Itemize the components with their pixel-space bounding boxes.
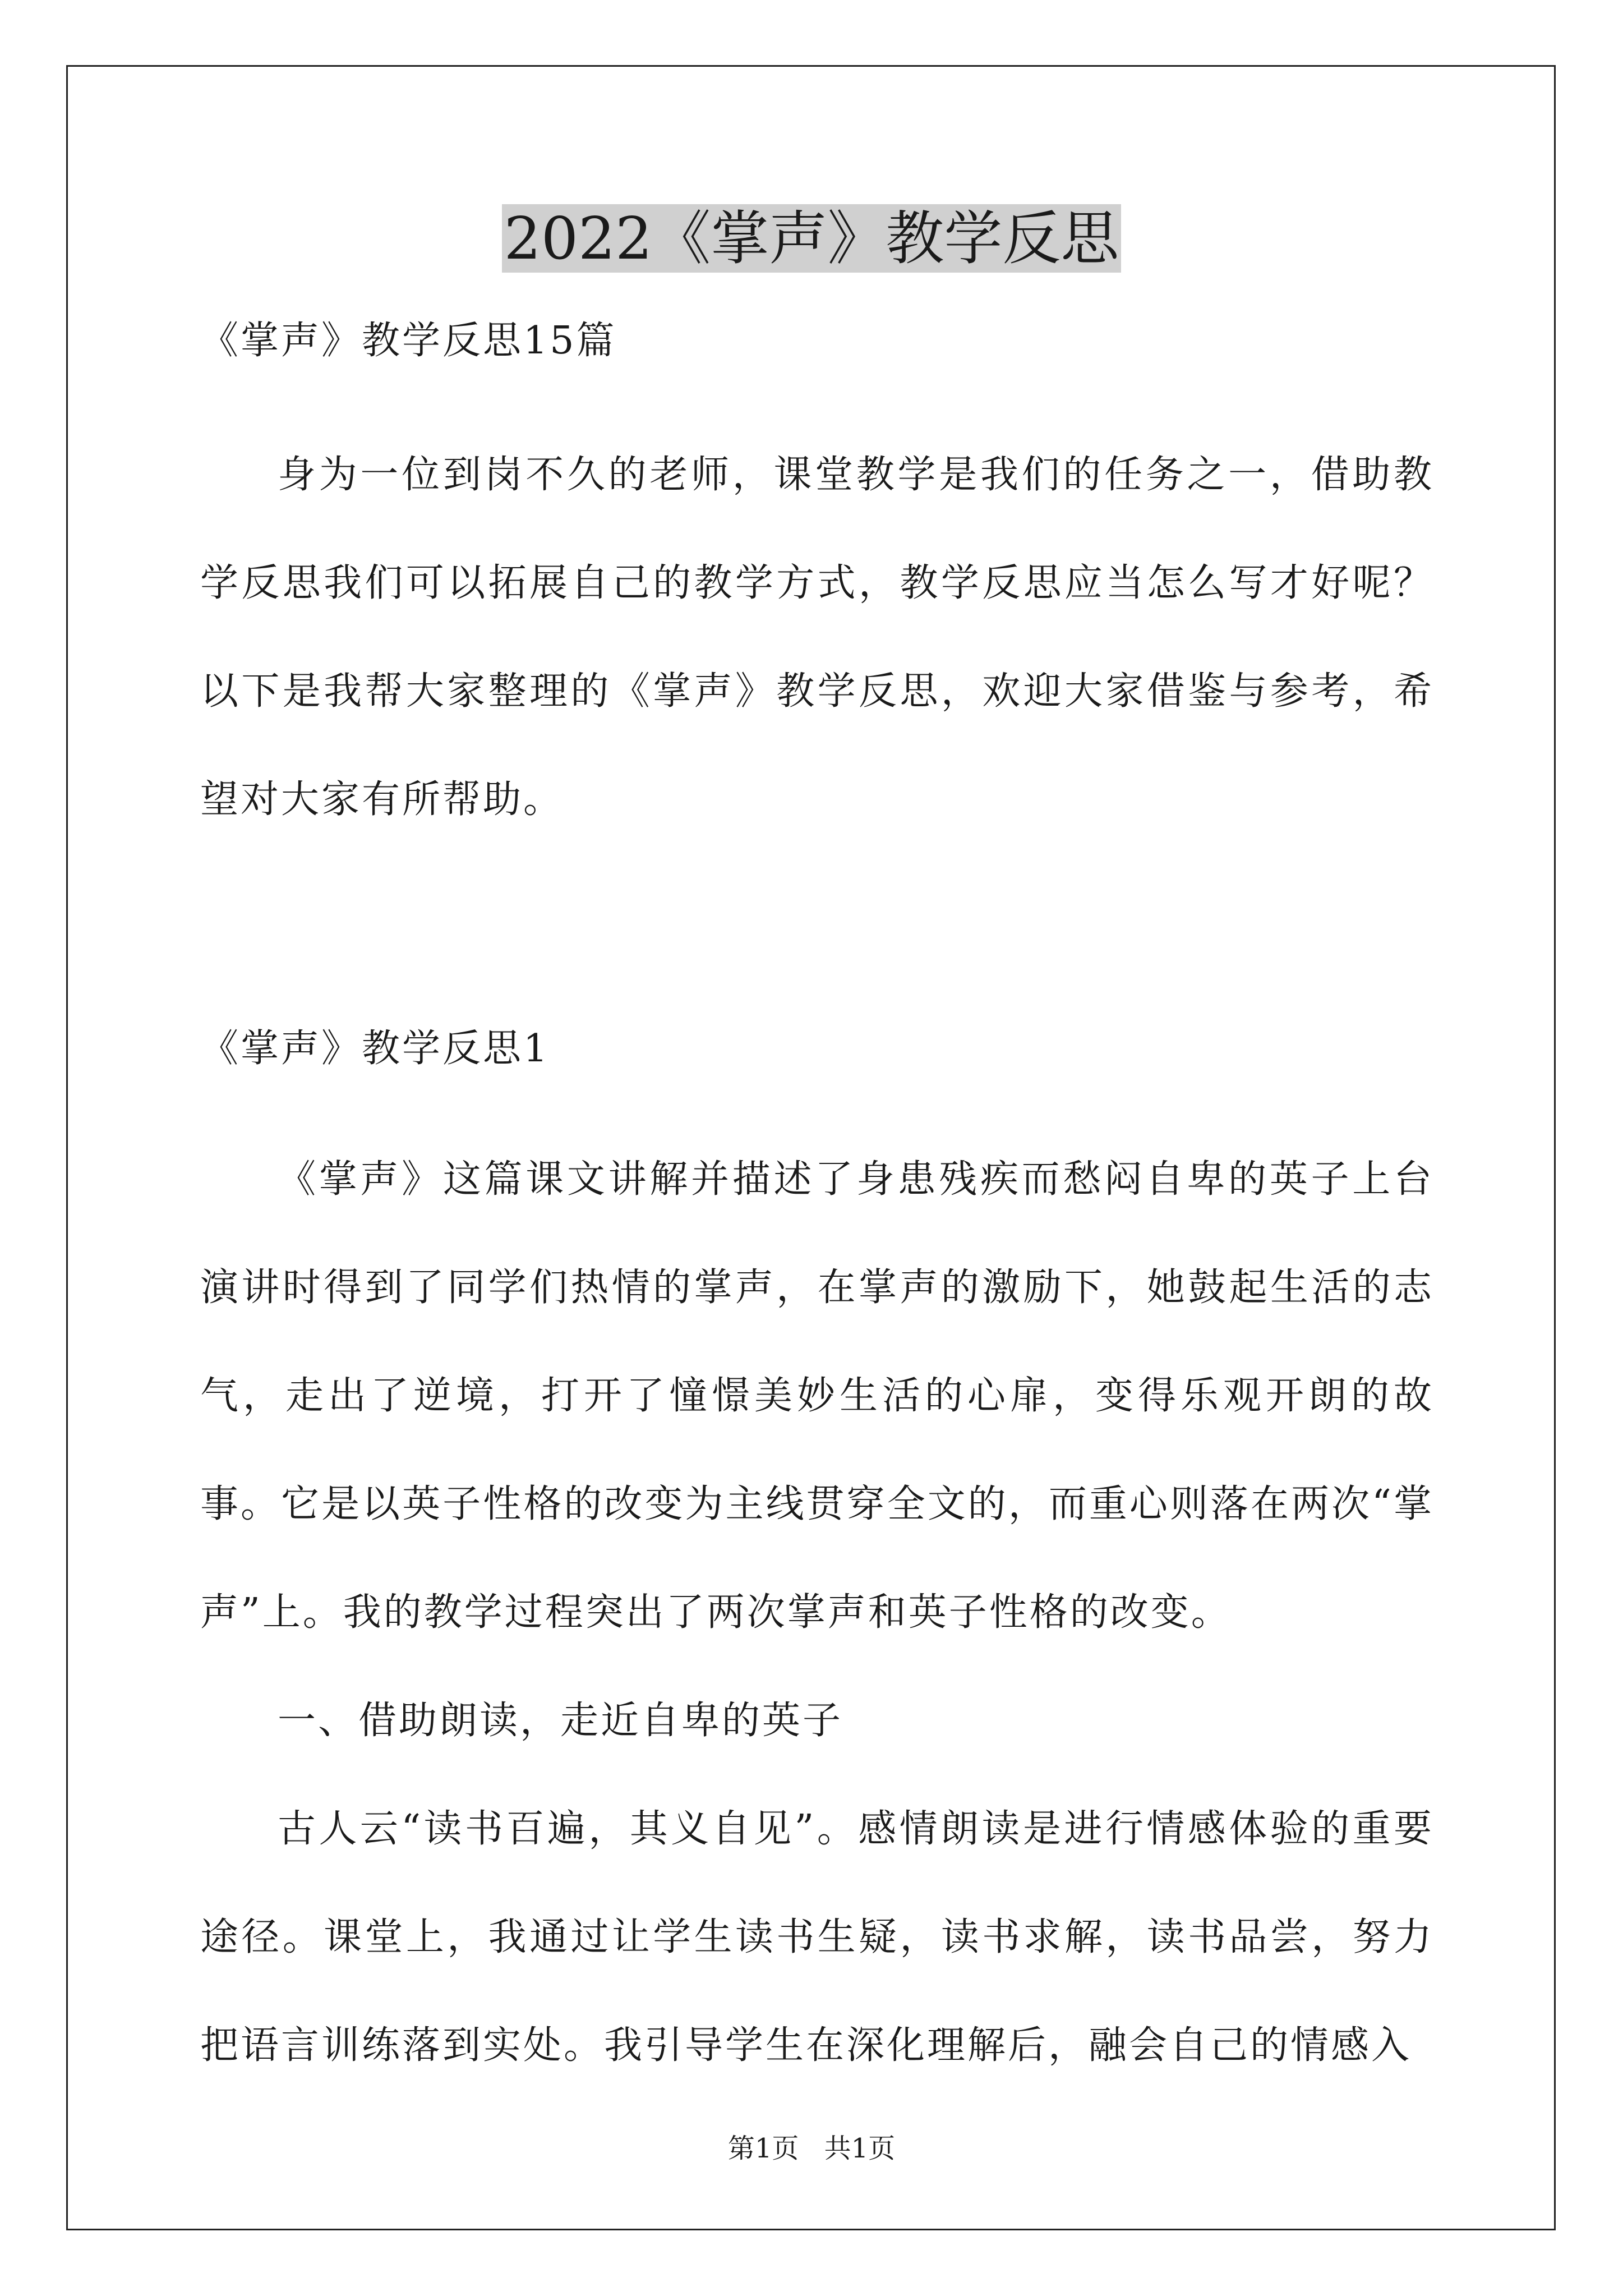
page-number: 第1页 — [727, 2133, 799, 2164]
body-paragraph-1: 《掌声》这篇课文讲解并描述了身患残疾而愁闷自卑的英子上台演讲时得到了同学们热情的掌声，在掌声的激励下，她鼓起生活的志气，走出了逆境，打开了憧憬美妙生活的心扉，变得乐观开朗的故事。它是以英子性格的改变为主线贯穿全文的，而重心则落在两次“掌声”上。我的教学过程突出了两次掌声和英子性格的改变。 — [200, 1157, 1434, 1635]
section-heading: 《掌声》教学反思1 — [200, 1027, 550, 1071]
document-title — [0, 199, 1623, 278]
body-paragraph-2: 一、借助朗读，走近自卑的英子 — [278, 1699, 843, 1743]
intro-paragraph: 身为一位到岗不久的老师，课堂教学是我们的任务之一，借助教学反思我们可以拓展自己的教学方式，教学反思应当怎么写才好呢？以下是我帮大家整理的《掌声》教学反思，欢迎大家借鉴与参考，希望对大家有所帮助。 — [200, 453, 1434, 822]
body-paragraph-3: 古人云“读书百遍，其义自见”。感情朗读是进行情感体验的重要途径。课堂上，我通过让学生读书生疑，读书求解，读书品尝，努力把语言训练落到实处。我引导学生在深化理解后，融会自己的情感入 — [200, 1807, 1434, 2068]
document-title-text: 2022《掌声》教学反思 — [502, 204, 1122, 273]
page-footer — [0, 2132, 1623, 2165]
document-body — [200, 314, 1434, 2100]
document-subtitle: 《掌声》教学反思15篇 — [200, 319, 617, 363]
page-total: 共1页 — [824, 2133, 896, 2164]
